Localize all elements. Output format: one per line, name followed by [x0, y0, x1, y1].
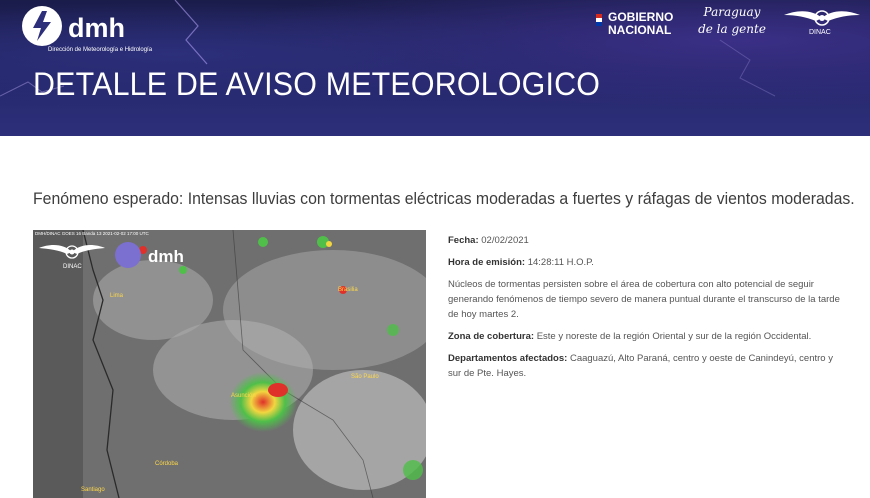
satellite-dinac-label: DINAC — [63, 264, 82, 270]
dmh-logo[interactable] — [22, 6, 162, 58]
gobierno-line2: NACIONAL — [608, 23, 672, 37]
fecha-label: Fecha: — [448, 235, 479, 246]
hora-row — [448, 255, 848, 270]
zona-value: Este y noreste de la región Oriental y sur de la región Occidental. — [536, 331, 812, 342]
departamentos-row — [448, 351, 848, 381]
main-content — [0, 136, 870, 498]
dmh-logo-word: dmh — [68, 13, 125, 43]
warning-details — [448, 233, 848, 388]
departamentos-label: Departamentos afectados: — [448, 353, 568, 364]
flag-icon — [596, 14, 602, 26]
paraguay-logo[interactable] — [693, 4, 771, 38]
paraguay-line2: de la gente — [698, 22, 766, 36]
zona-row — [448, 329, 848, 344]
city-label: Lima — [110, 293, 124, 299]
city-label: Asunción — [231, 393, 256, 399]
dinac-logo[interactable] — [782, 7, 862, 39]
city-label: Córdoba — [155, 461, 179, 467]
paraguay-line1: Paraguay — [703, 5, 761, 19]
hora-value: 14:28:11 H.O.P. — [527, 257, 594, 268]
gobierno-line1: GOBIERNO — [608, 10, 674, 24]
fecha-value: 02/02/2021 — [481, 235, 529, 246]
satellite-dinac-logo — [37, 240, 107, 274]
satellite-dmh-mark — [115, 242, 141, 268]
phenomenon-text: Fenómeno esperado: Intensas lluvias con tormentas eléctricas moderadas a fuertes y ráfagas de vientos moderadas. — [33, 189, 855, 208]
fecha-row — [448, 233, 848, 248]
satellite-caption: DMH/DINAC GOES 16 Banda 13 2021-02-02 17:00 UTC — [35, 231, 149, 236]
dinac-wings-icon — [782, 7, 862, 29]
satellite-dinac-wings-icon — [37, 240, 107, 264]
satellite-dmh-word: dmh — [148, 247, 184, 266]
departamentos-value: Caaguazú, Alto Paraná, centro y oeste de Canindeyú, centro y sur de Pte. Hayes. — [448, 353, 833, 379]
header-banner — [0, 0, 870, 136]
hora-label: Hora de emisión: — [448, 257, 526, 268]
city-label: Santiago — [81, 487, 105, 493]
dinac-label: DINAC — [809, 29, 831, 36]
satellite-dmh-logo — [115, 242, 195, 272]
page-title: DETALLE DE AVISO METEOROLOGICO — [33, 66, 601, 102]
city-label: Brasilia — [338, 287, 358, 293]
dmh-logo-subtitle: Dirección de Meteorología e Hidrología — [48, 47, 153, 53]
satellite-image[interactable] — [33, 230, 426, 498]
description-text: Núcleos de tormentas persisten sobre el área de cobertura con alto potencial de seguir generando fenómenos de tiempo severo de manera puntual durante el transcurso de la tarde de hoy martes 2. — [448, 279, 840, 320]
city-label: São Paulo — [351, 374, 379, 380]
dmh-logo-mark — [22, 6, 62, 46]
zona-label: Zona de cobertura: — [448, 331, 535, 342]
